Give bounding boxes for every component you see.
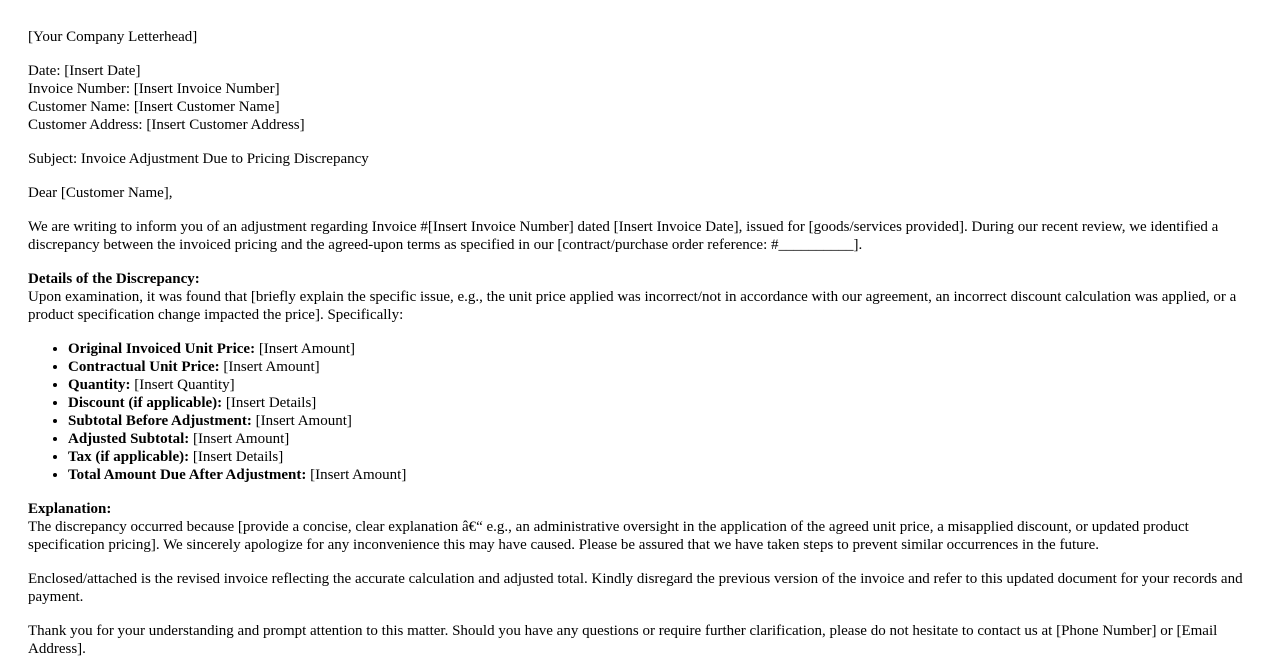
customer-address-line: Customer Address: [Insert Customer Address] [28,117,305,133]
list-item [68,430,1250,448]
salutation: Dear [Customer Name], [28,185,173,201]
item-label: Adjusted Subtotal: [68,431,190,447]
explanation-heading: Explanation: [28,501,112,517]
list-item [68,448,1250,466]
list-item [68,466,1250,484]
item-label: Tax (if applicable): [68,449,190,465]
item-label: Subtotal Before Adjustment: [68,413,252,429]
details-text: Upon examination, it was found that [briefly explain the specific issue, e.g., the unit price applied was incorrect/not in accordance with our agreement, an incorrect discount calculation was applied, or a product specification change impacted the price]. Specifically: [28,289,1237,323]
item-value: [Insert Quantity] [130,377,235,393]
enclosed-paragraph: Enclosed/attached is the revised invoice reflecting the accurate calculation and adjusted total. Kindly disregard the previous version of the invoice and refer to this updated document for your records and payment. [28,571,1243,605]
details-heading: Details of the Discrepancy: [28,271,200,287]
details-section [28,270,1250,324]
invoice-number-line: Invoice Number: [Insert Invoice Number] [28,81,280,97]
letterhead: [Your Company Letterhead] [28,29,198,45]
pricing-details-list [28,340,1250,484]
list-item [68,340,1250,358]
list-item [68,394,1250,412]
invoice-header-block [28,62,1250,134]
item-label: Original Invoiced Unit Price: [68,341,256,357]
item-label: Contractual Unit Price: [68,359,220,375]
item-value: [Insert Amount] [251,413,352,429]
item-value: [Insert Amount] [219,359,320,375]
date-line: Date: [Insert Date] [28,63,141,79]
subject-line: Subject: Invoice Adjustment Due to Pricing Discrepancy [28,151,369,167]
closing-paragraph: Thank you for your understanding and prompt attention to this matter. Should you have any questions or require further clarification, please do not hesitate to contact us at [Phone Number] or [Email Address]. [28,623,1218,657]
item-value: [Insert Details] [222,395,317,411]
item-label: Total Amount Due After Adjustment: [68,467,307,483]
item-label: Discount (if applicable): [68,395,223,411]
intro-paragraph: We are writing to inform you of an adjustment regarding Invoice #[Insert Invoice Number] dated [Insert Invoice Date], issued for [goods/services provided]. During our recent review, we identified a discrepancy between the invoiced pricing and the agreed-upon terms as specified in our [contract/purchase order reference: #__________]. [28,219,1219,253]
item-value: [Insert Details] [189,449,284,465]
item-value: [Insert Amount] [306,467,407,483]
list-item [68,376,1250,394]
list-item [68,358,1250,376]
customer-name-line: Customer Name: [Insert Customer Name] [28,99,280,115]
list-item [68,412,1250,430]
explanation-text: The discrepancy occurred because [provide a concise, clear explanation â€“ e.g., an administrative oversight in the application of the agreed unit price, a misapplied discount, or updated product specification pricing]. We sincerely apologize for any inconvenience this may have caused. Please be assured that we have taken steps to prevent similar occurrences in the future. [28,519,1189,553]
explanation-section [28,500,1250,554]
item-value: [Insert Amount] [189,431,290,447]
item-value: [Insert Amount] [255,341,356,357]
item-label: Quantity: [68,377,131,393]
